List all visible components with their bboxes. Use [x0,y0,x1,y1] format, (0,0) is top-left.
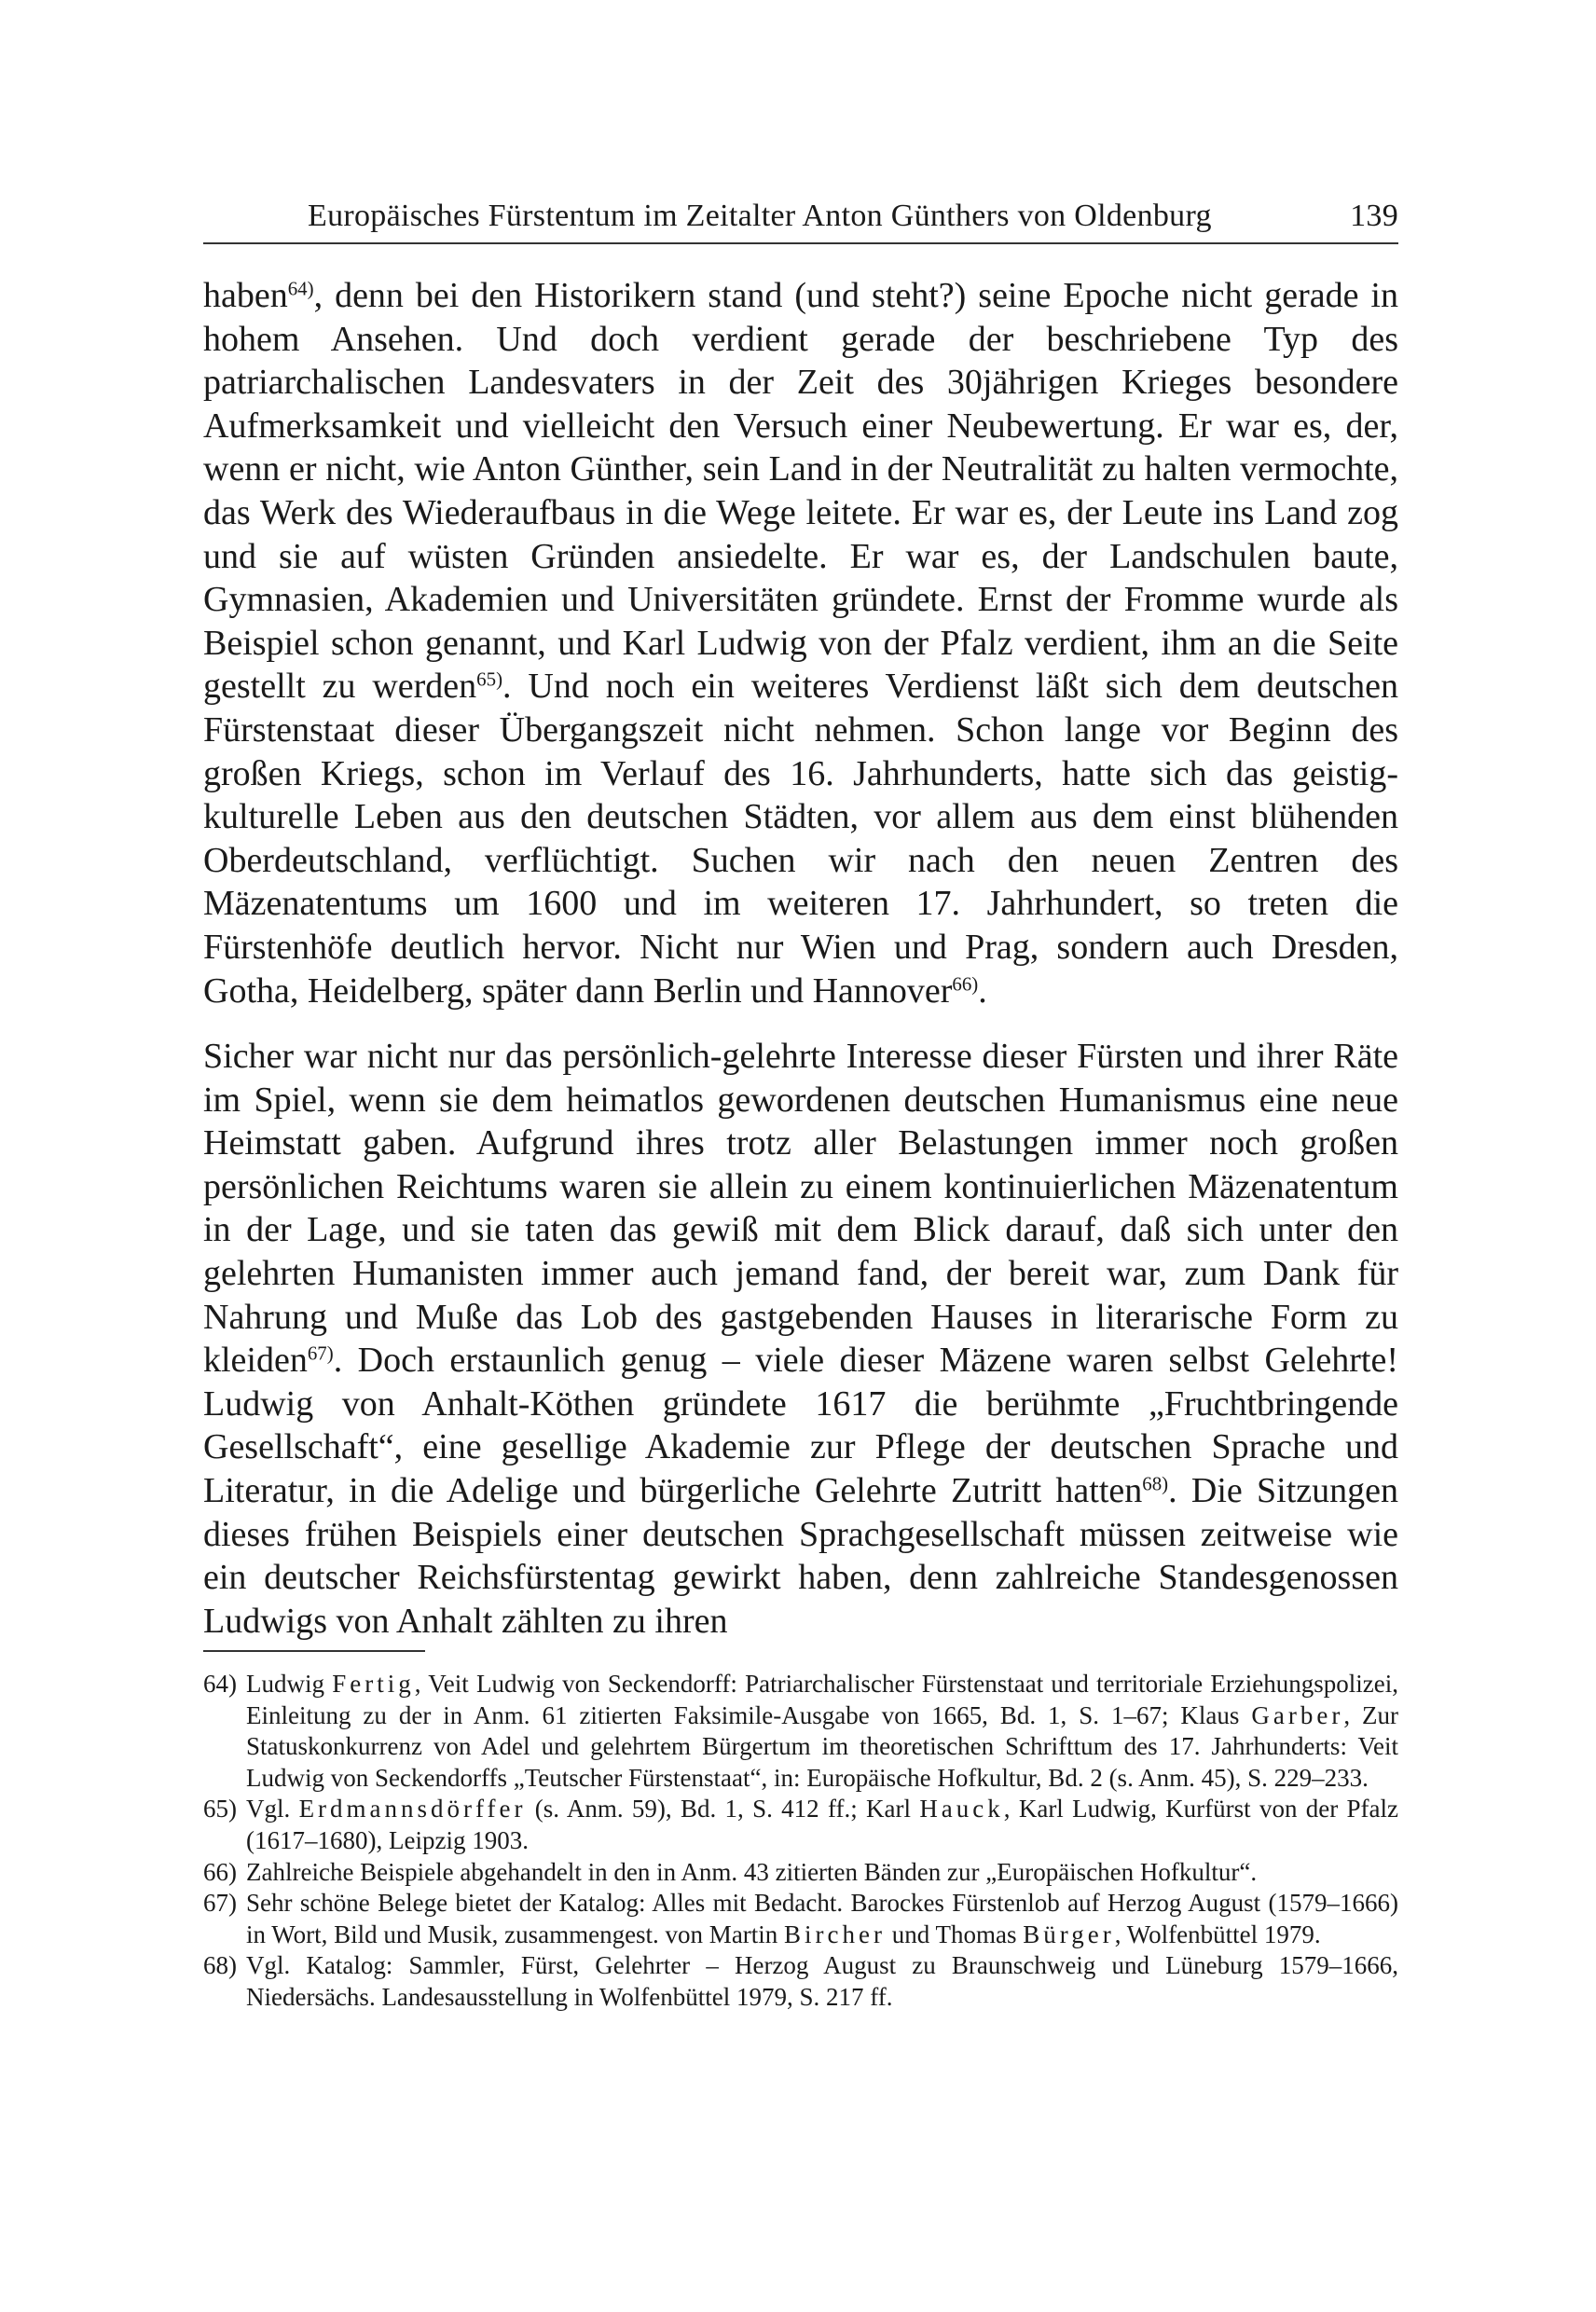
author-name: Erdmannsdörffer [298,1795,527,1823]
footnote-text: , Wolfenbüttel 1979. [1114,1920,1321,1948]
text-run: haben [203,276,288,315]
footnote-ref-64: 64) [287,277,314,300]
footnote-divider [203,1650,425,1652]
footnote-67 [203,1888,1398,1950]
running-title: Europäisches Fürstentum im Zeitalter Anton Günthers von Oldenburg [308,199,1212,233]
footnote-number: 64) [203,1670,237,1698]
footnote-number: 65) [203,1795,237,1823]
footnote-ref-66: 66) [952,971,979,995]
footnote-ref-68: 68) [1142,1472,1169,1495]
text-run: Sicher war nicht nur das persönlich-gelehrte Interesse dieser Fürsten und ihrer Räte im Spiel, wenn sie dem heimatlos gewordenen deutschen Humanismus eine neue Heimstatt gaben. Aufgrund ihres trotz aller Belastungen immer noch großen persönlichen Reichtums waren sie allein zu einem kontinuierlichen Mäzenatentum in der Lage, und sie taten das gewiß mit dem Blick darauf, daß sich unter den gelehrten Humanisten immer auch jemand fand, der bereit war, zum Dank für Nahrung und Muße das Lob des gastgebenden Hauses in literarische Form zu kleiden [203,1037,1398,1381]
footnote-text: , Veit Ludwig von Seckendorff: Patriarchalischer Fürstenstaat und territoriale Erziehungspolizei, Einleitung zu der in Anm. 61 zitierten Faksimile-Ausgabe von 1665, Bd. 1, S. 1–67; Klaus [246,1670,1399,1729]
footnote-text: und Thomas [886,1920,1024,1948]
author-name: Garber [1251,1700,1344,1729]
footnote-text: Sehr schöne Belege bietet der Katalog: Alles mit Bedacht. Barockes Fürstenlob auf Herzog August (1579–1666) in Wort, Bild und Musik, zusammengest. von Martin [246,1889,1398,1948]
text-run: . Und noch ein weiteres Verdienst läßt sich dem deutschen Fürstenstaat dieser Übergangszeit nicht nehmen. Schon lange vor Beginn des großen Kriegs, schon im Verlauf des 16. Jahrhunderts, hatte sich das geistig-kulturelle Leben aus den deutschen Städten, vor allem aus dem einst blühenden Oberdeutschland, verflüchtigt. Suchen wir nach den neuen Zentren des Mäzenatentums um 1600 und im weiteren 17. Jahrhundert, so treten die Fürstenhöfe deutlich hervor. Nicht nur Wien und Prag, sondern auch Dresden, Gotha, Heidelberg, später dann Berlin und Hannover [203,667,1398,1011]
page-number: 139 [1350,199,1398,233]
footnote-number: 66) [203,1857,237,1886]
author-name: Bircher [784,1920,887,1948]
text-run: . Doch erstaunlich genug – viele dieser Mäzene waren selbst Gelehrte! Ludwig von Anhalt-Köthen gründete 1617 die berühmte „Fruchtbringende Gesellschaft“, eine gesellige Akademie zur Pflege der deutschen Sprache und Literatur, in die Adelige und bürgerliche Gelehrte Zutritt hatten [203,1341,1398,1511]
text-run: , denn bei den Historikern stand (und steht?) seine Epoche nicht gerade in hohem Ansehen. Und doch verdient gerade der beschriebene Typ des patriarchalischen Landesvaters in der Zeit des 30jährigen Krieges besondere Aufmerksamkeit und vielleicht den Versuch einer Neubewertung. Er war es, der, wenn er nicht, wie Anton Günther, sein Land in der Neutralität zu halten vermochte, das Werk des Wiederaufbaus in die Wege leitete. Er war es, der Leute ins Land zog und sie auf wüsten Gründen ansiedelte. Er war es, der Landschulen baute, Gymnasien, Akademien und Universitäten gründete. Ernst der Fromme wurde als Beispiel schon genannt, und Karl Ludwig von der Pfalz verdient, ihm an die Seite gestellt zu werden [203,276,1398,707]
footnote-text: Zahlreiche Beispiele abgehandelt in den in Anm. 43 zitierten Bänden zur „Europäischen Hofkultur“. [246,1857,1258,1886]
main-text [203,274,1398,1643]
text-run: . Die Sitzungen dieses frühen Beispiels einer deutschen Sprachgesellschaft müssen zeitweise wie ein deutscher Reichsfürstentag gewirkt haben, denn zahlreiche Standesgenossen Ludwigs von Anhalt zählten zu ihren [203,1471,1398,1641]
paragraph-1 [203,274,1398,1012]
footnote-65 [203,1794,1398,1856]
footnote-68 [203,1950,1398,2013]
author-name: Hauck [919,1795,1004,1823]
author-name: Bürger [1023,1920,1115,1948]
footnote-text: Vgl. [246,1795,299,1823]
footnote-text: (s. Anm. 59), Bd. 1, S. 412 ff.; Karl [526,1795,920,1823]
footnote-ref-67: 67) [307,1342,334,1365]
footnote-number: 68) [203,1951,237,1980]
footnote-text: , Zur Statuskonkurrenz von Adel und gelehrtem Bürgertum im theoretischen Schrifttum des 17. Jahrhunderts: Veit Ludwig von Seckendorffs „Teutscher Fürstenstaat“, in: Europäische Hofkultur, Bd. 2 (s. Anm. 45), S. 229–233. [246,1700,1398,1792]
author-name: Fertig [332,1670,415,1698]
footnote-number: 67) [203,1889,237,1918]
footnote-ref-65: 65) [476,667,503,691]
running-header [203,190,1398,244]
footnote-64 [203,1669,1398,1794]
footnotes [203,1669,1398,2014]
footnote-text: , Karl Ludwig, Kurfürst von der Pfalz (1617–1680), Leipzig 1903. [246,1795,1399,1854]
footnote-text: Vgl. Katalog: Sammler, Fürst, Gelehrter – Herzog August zu Braunschweig und Lüneburg 1579–1666, Niedersächs. Landesausstellung in Wolfenbüttel 1979, S. 217 ff. [246,1951,1398,2011]
footnote-text: Ludwig [246,1670,333,1698]
text-run: . [978,970,987,1011]
footnote-66 [203,1857,1398,1889]
paragraph-2 [203,1035,1398,1643]
